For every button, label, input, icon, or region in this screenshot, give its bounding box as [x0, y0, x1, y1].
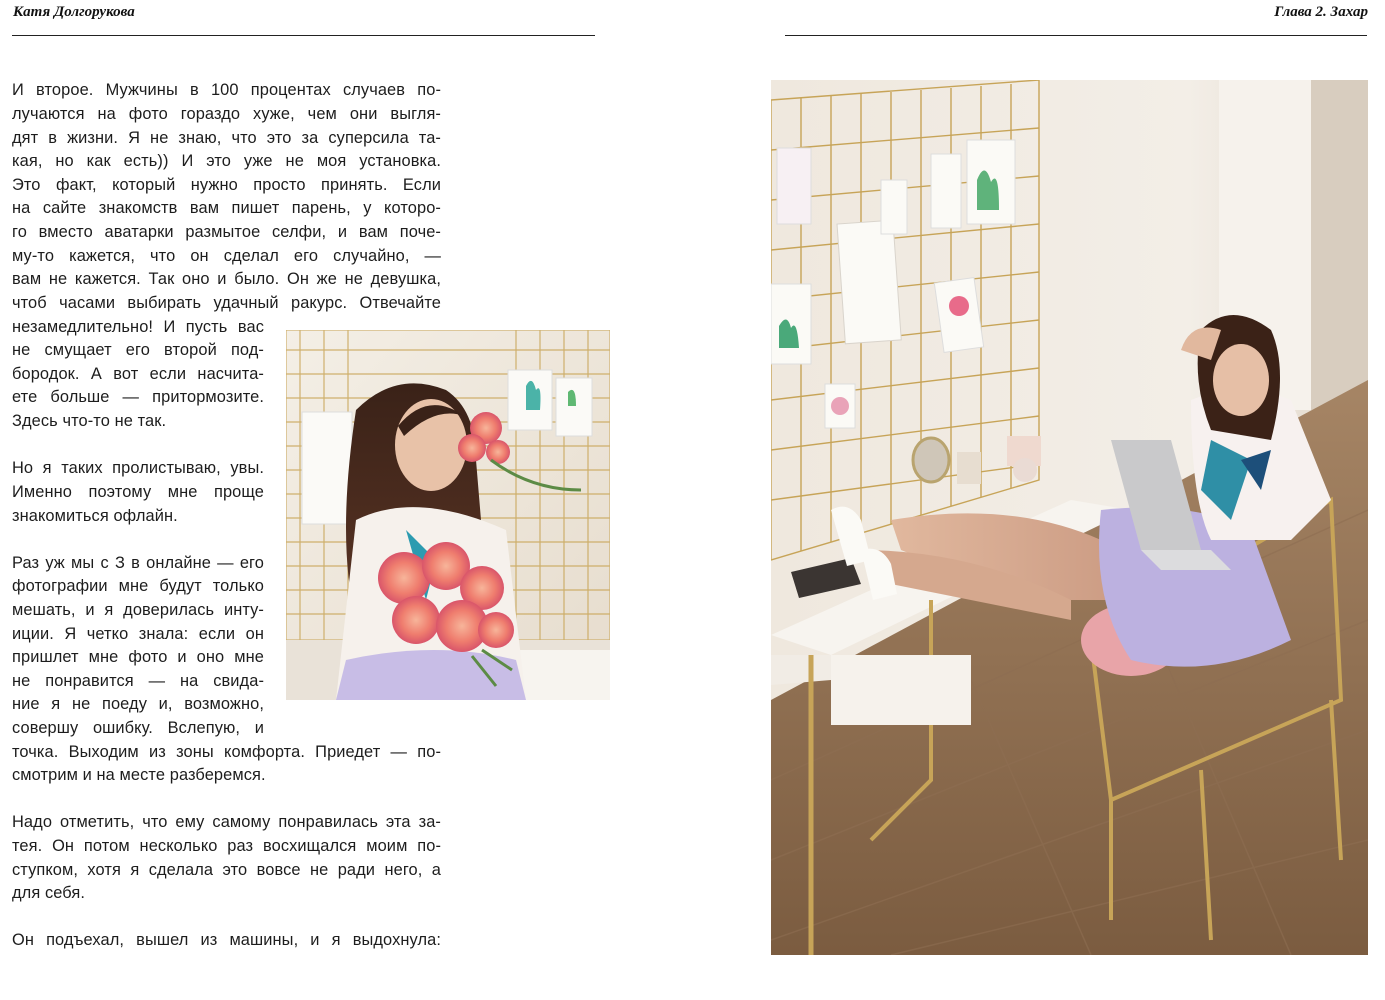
body-line: пришлет мне фото и оно мне — [12, 648, 264, 666]
body-line: чтоб часами выбирать удачный ракурс. Отвечайте — [12, 294, 441, 312]
body-line: му-то кажется, что он сделал его случайно, — — [12, 247, 441, 265]
body-line: ступком, хотя я сделала это вовсе не ради него, а — [12, 861, 441, 879]
header-rule-right — [785, 35, 1367, 36]
body-line: совершу ошибку. Вслепую, и — [12, 719, 264, 737]
desk-photo-illustration — [771, 80, 1368, 955]
running-head-author: Катя Долгорукова — [13, 4, 135, 20]
woman-at-desk-photo — [771, 80, 1368, 955]
body-line: точка. Выходим из зоны комфорта. Приедет — по- — [12, 743, 441, 761]
header-rule-left — [12, 35, 595, 36]
body-line: Это факт, который нужно просто принять. Если — [12, 176, 441, 194]
body-line: И второе. Мужчины в 100 процентах случаев по- — [12, 81, 441, 99]
body-line: незамедлительно! И пусть вас — [12, 318, 264, 336]
body-line: не понравится — на свида- — [12, 672, 264, 690]
body-line: Надо отметить, что ему самому понравилась эта за- — [12, 813, 441, 831]
body-line: знакомиться офлайн. — [12, 507, 178, 525]
body-line: на сайте знакомств вам пишет парень, у которо- — [12, 199, 441, 217]
body-line: лучаются на фото гораздо хуже, чем они выгля- — [12, 105, 441, 123]
body-line: Именно поэтому мне проще — [12, 483, 264, 501]
body-line: го вместо аватарки размытое селфи, и вам поче- — [12, 223, 441, 241]
body-line: мешать, и я доверилась инту- — [12, 601, 264, 619]
body-line: не смущает его второй под- — [12, 341, 264, 359]
body-line: смотрим и на месте разберемся. — [12, 766, 266, 784]
body-line: кая, но как есть)) И это уже не моя установка. — [12, 152, 441, 170]
body-line: Но я таких пролистываю, увы. — [12, 459, 264, 477]
woman-with-peonies-photo — [286, 330, 610, 700]
body-line: Раз уж мы с З в онлайне — его — [12, 554, 264, 572]
body-line: ете больше — притормозите. — [12, 388, 264, 406]
body-line: Он подъехал, вышел из машины, и я выдохнула: — [12, 931, 441, 949]
body-line: тея. Он потом несколько раз восхищался моим по- — [12, 837, 441, 855]
body-line: вам не кажется. Так оно и было. Он же не девушка, — [12, 270, 441, 288]
peonies-photo-illustration — [286, 330, 610, 700]
body-line: иции. Я четко знала: если он — [12, 625, 264, 643]
body-line: фотографии мне будут только — [12, 577, 264, 595]
body-line: дят в жизни. Я не знаю, что это за суперсила та- — [12, 129, 441, 147]
body-line: для себя. — [12, 884, 86, 902]
body-line: Здесь что-то не так. — [12, 412, 167, 430]
body-line: ние я не поеду и, возможно, — [12, 695, 264, 713]
body-line: бородок. А вот если насчита- — [12, 365, 264, 383]
running-head-chapter: Глава 2. Захар — [1274, 4, 1368, 20]
